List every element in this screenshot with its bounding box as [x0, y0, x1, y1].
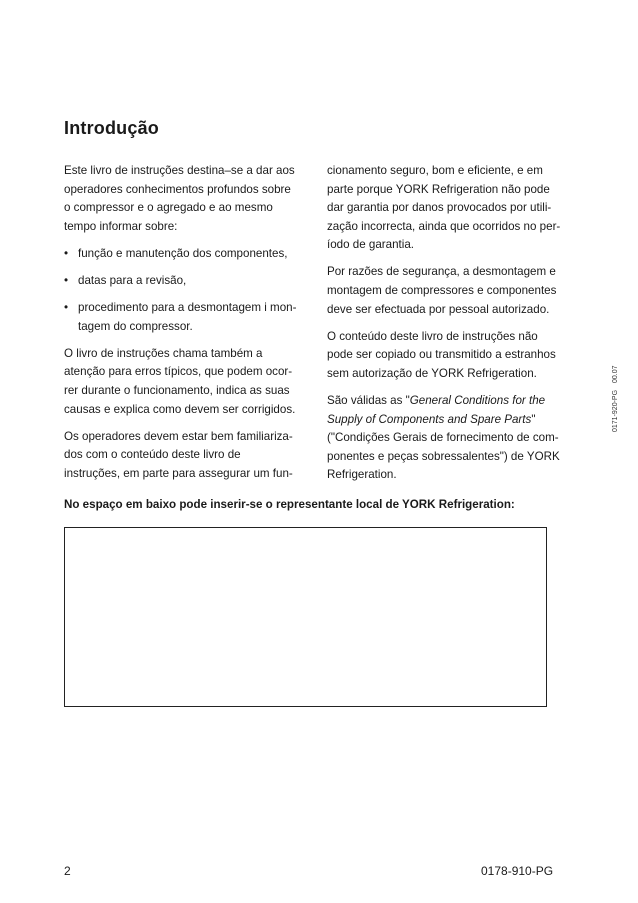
page-number: 2	[64, 864, 71, 878]
side-date-code: 00.07	[612, 365, 619, 383]
conditions-title: General Conditions for the Supply of Components and Spare Parts	[327, 394, 546, 426]
representative-box	[64, 527, 547, 707]
typical-errors-paragraph: O livro de instruções chama também a atenção para erros típicos, que podem ocor- rer durante o funcionamento, indica as suas causas e explica como devem ser corrigidos.	[64, 346, 296, 416]
representative-heading: No espaço em baixo pode inserir-se o representante local de YORK Refrigeration:	[64, 498, 515, 511]
copyright-paragraph: O conteúdo deste livro de instruções não pode ser copiado ou transmitido a estranhos sem autorização de YORK Refrigeration.	[327, 329, 556, 380]
conditions-suffix: " ("Condições Gerais de fornecimento de com- ponentes e peças sobressalentes") de YORK Refrigeration.	[327, 412, 560, 482]
conditions-prefix: São válidas as "	[327, 394, 410, 408]
left-column	[64, 162, 306, 492]
page-title: Introdução	[64, 118, 159, 138]
bullet-item: • procedimento para a desmontagem i mon- tagem do compressor.	[64, 299, 306, 336]
right-column	[327, 162, 567, 494]
safety-paragraph: Por razões de segurança, a desmontagem e montagem de compressores e componentes deve ser efectuada por pessoal autorizado.	[327, 265, 557, 316]
operators-paragraph: Os operadores devem estar bem familiariza- dos com o conteúdo deste livro de instruções, em parte para assegurar um fun-	[64, 429, 293, 480]
bullet-item: • datas para a revisão,	[64, 272, 306, 291]
footer-document-code: 0178-910-PG	[481, 864, 554, 878]
side-document-code: 0171-920-PG	[612, 389, 619, 432]
conditions-paragraph	[327, 392, 567, 485]
warranty-paragraph: cionamento seguro, bom e eficiente, e em parte porque YORK Refrigeration não pode dar garantia por danos provocados por utili- zação incorrecta, ainda que ocorridos no per- íodo de garantia.	[327, 164, 561, 252]
intro-paragraph: Este livro de instruções destina–se a dar aos operadores conhecimentos profundos sobre o compressor e o agregado e ao mesmo tempo informar sobre:	[64, 164, 295, 233]
bullet-item: • função e manutenção dos componentes,	[64, 245, 306, 264]
